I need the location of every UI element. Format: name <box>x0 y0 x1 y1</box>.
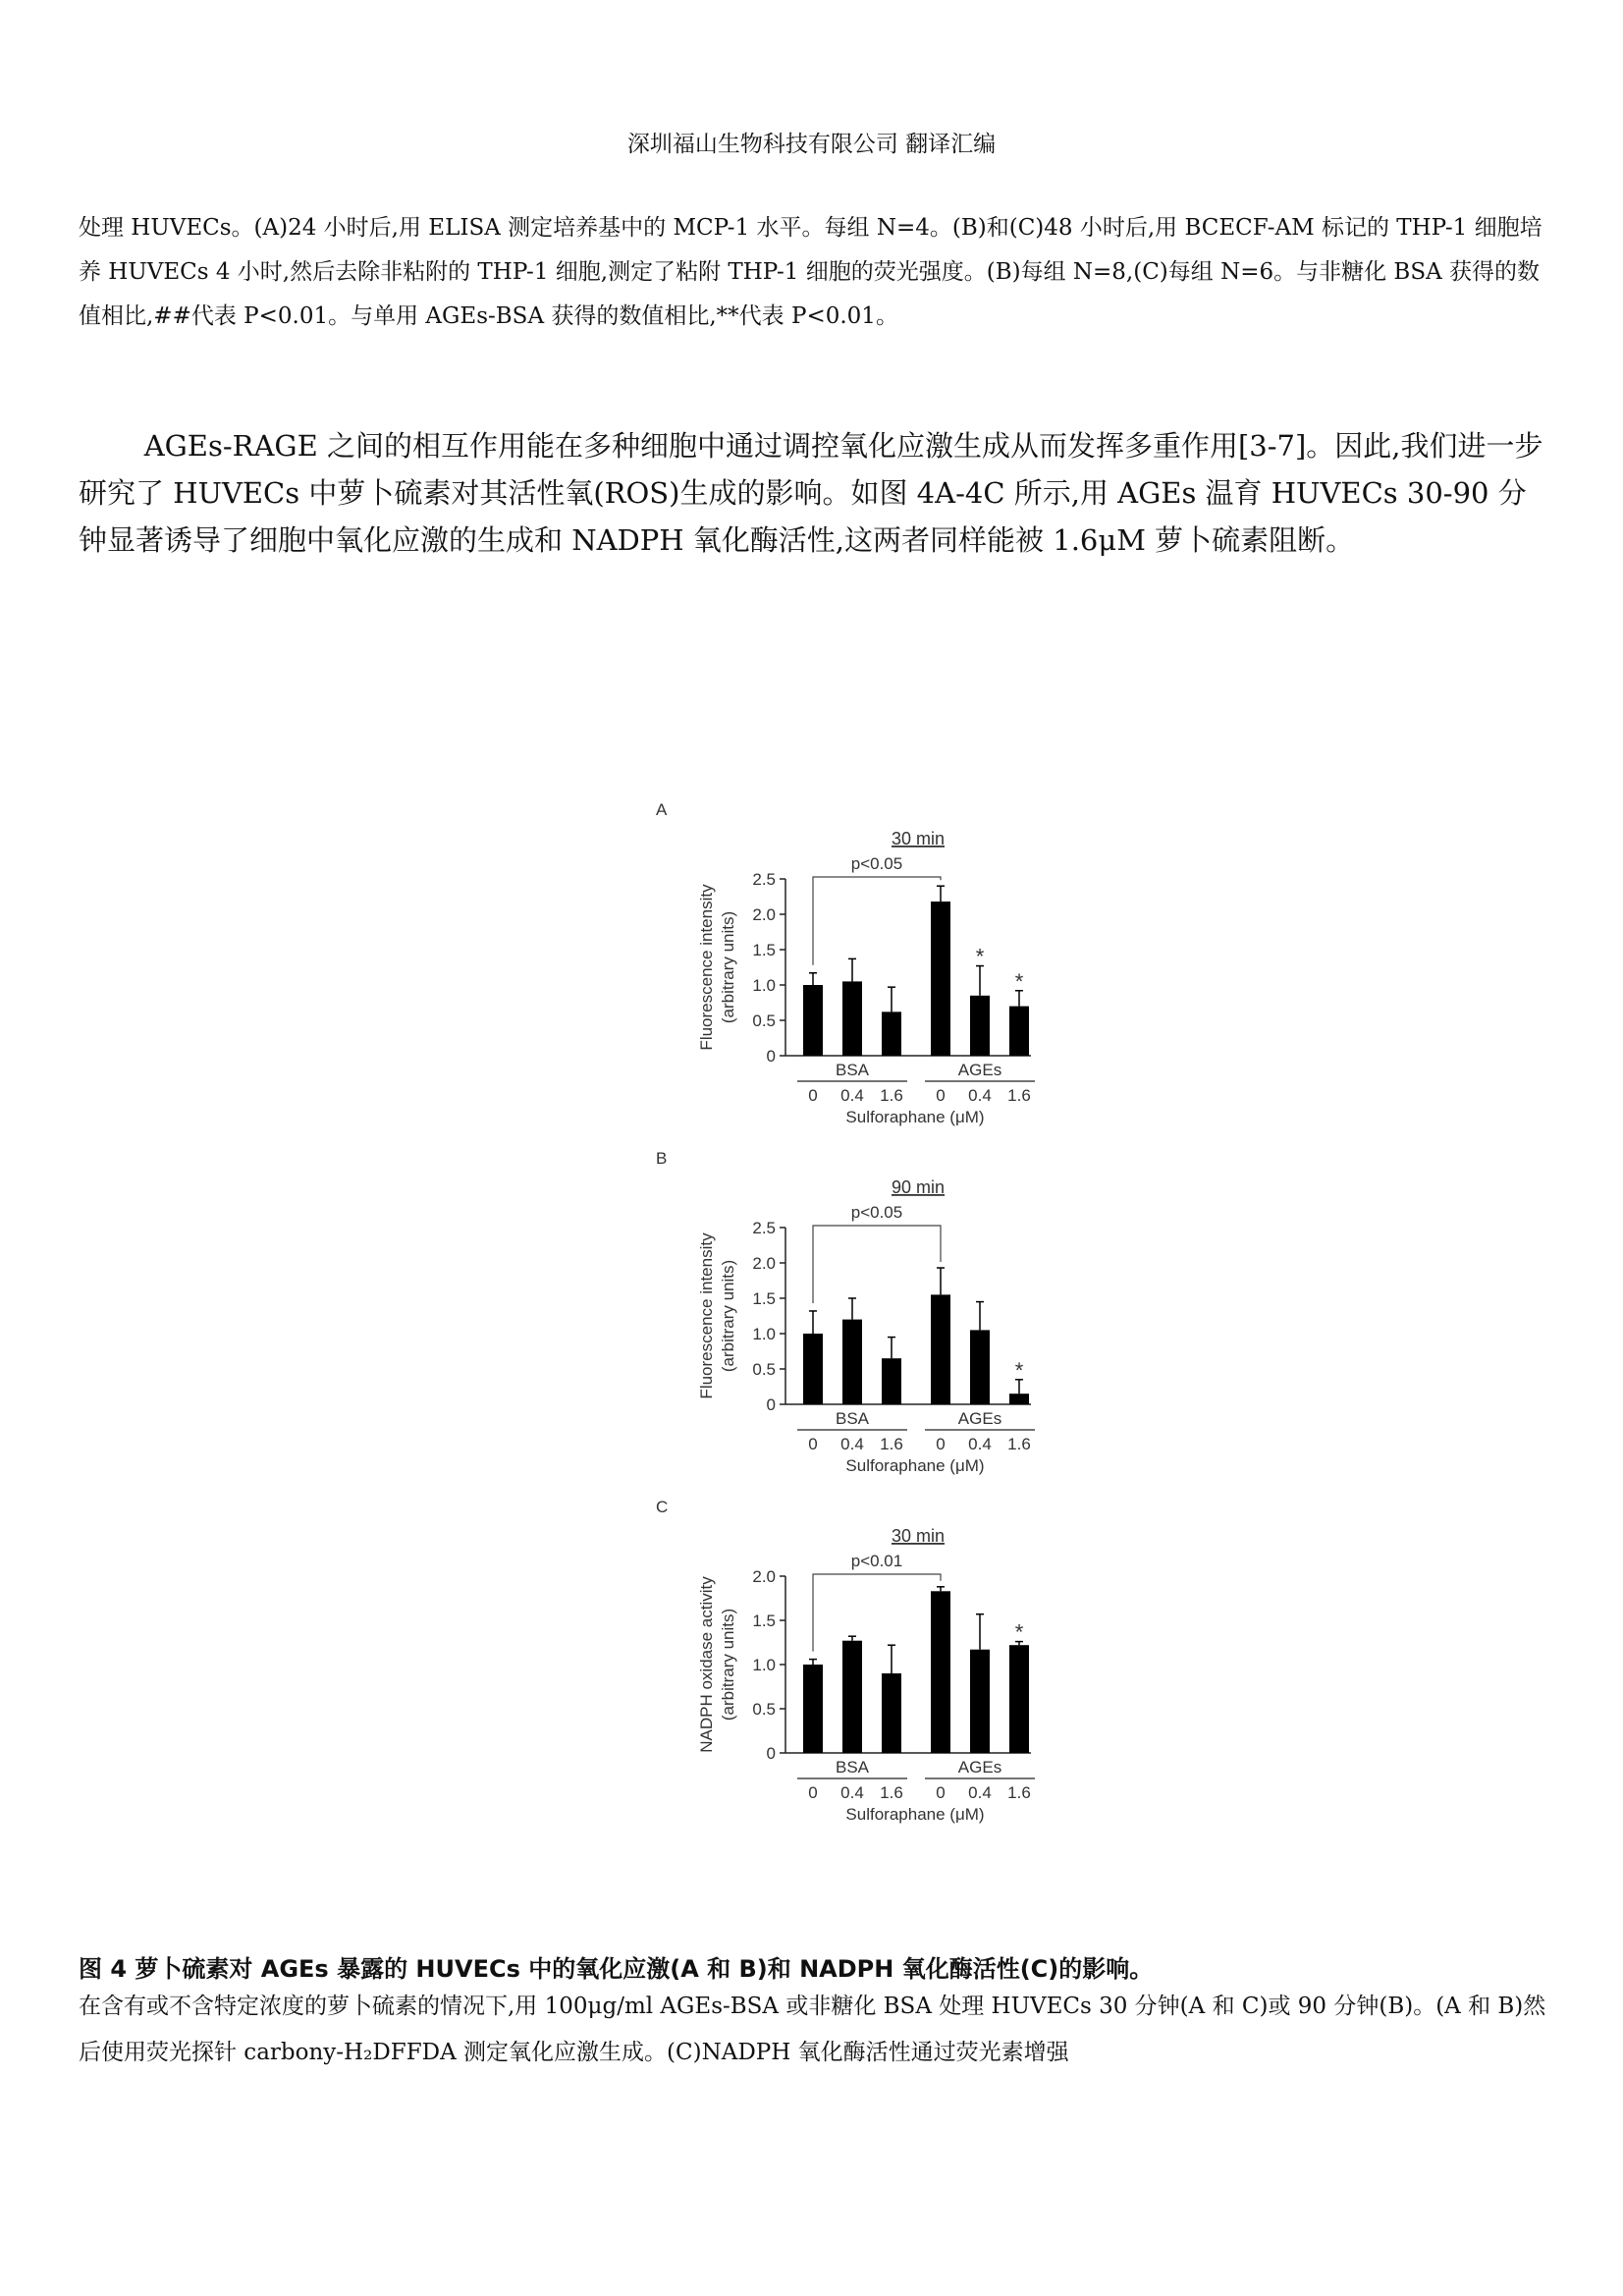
bar <box>882 1011 901 1056</box>
bar <box>1009 1394 1029 1404</box>
chart-title: 90 min <box>891 1177 946 1197</box>
x-axis-label: Sulforaphane (μM) <box>845 1805 985 1824</box>
group-label: AGEs <box>957 1758 1002 1777</box>
bar <box>931 1591 950 1753</box>
x-tick-label: 1.6 <box>1007 1086 1031 1105</box>
y-tick-label: 1.5 <box>752 1612 776 1630</box>
x-tick-label: 0 <box>808 1435 818 1453</box>
y-axis-label: Fluorescence intensity <box>697 884 716 1051</box>
bar <box>842 1641 862 1753</box>
bar <box>931 902 950 1056</box>
significance-asterisk: * <box>1014 968 1024 994</box>
x-tick-label: 0.4 <box>968 1086 992 1105</box>
bar <box>842 981 862 1056</box>
bar <box>931 1294 950 1404</box>
significance-asterisk: * <box>975 944 985 969</box>
figure-legend: 在含有或不含特定浓度的萝卜硫素的情况下,用 100μg/ml AGEs-BSA 或非糖化 BSA 处理 HUVECs 30 分钟(A 和 C)或 90 分钟(B)。(A 和 B)然后使用荧光探针 carbony-H₂DFFDA 测定氧化应激生成。(C)NADPH 氧化酶活性通过荧光素增强 <box>79 1994 1546 2065</box>
x-axis-label: Sulforaphane (μM) <box>845 1456 985 1475</box>
x-tick-label: 0.4 <box>840 1086 864 1105</box>
x-tick-label: 0.4 <box>968 1783 992 1802</box>
bar <box>1009 1645 1029 1753</box>
x-tick-label: 0.4 <box>840 1783 864 1802</box>
figure-4 <box>638 786 1051 1899</box>
y-tick-label: 2.5 <box>752 870 776 889</box>
bar <box>970 1330 990 1404</box>
y-tick-label: 1.0 <box>752 976 776 995</box>
group-label: BSA <box>835 1061 870 1079</box>
x-tick-label: 1.6 <box>1007 1435 1031 1453</box>
y-tick-label: 0.5 <box>752 1700 776 1719</box>
bar <box>882 1358 901 1404</box>
bracket-label: p<0.01 <box>850 1552 903 1570</box>
y-axis-label: Fluorescence intensity <box>697 1232 716 1399</box>
y-tick-label: 0.5 <box>752 1360 776 1379</box>
x-tick-label: 0 <box>936 1783 946 1802</box>
bar <box>1009 1007 1029 1056</box>
y-tick-label: 1.5 <box>752 941 776 959</box>
bar <box>882 1673 901 1753</box>
bar <box>970 1650 990 1753</box>
bar <box>970 996 990 1056</box>
x-tick-label: 1.6 <box>880 1086 903 1105</box>
group-label: AGEs <box>957 1061 1002 1079</box>
y-tick-label: 0.5 <box>752 1011 776 1030</box>
y-tick-label: 1.5 <box>752 1289 776 1308</box>
x-tick-label: 0.4 <box>840 1435 864 1453</box>
figure-title: 图 4 萝卜硫素对 AGEs 暴露的 HUVECs 中的氧化应激(A 和 B)和 NADPH 氧化酶活性(C)的影响。 <box>79 1955 1154 1983</box>
bar <box>803 1334 823 1404</box>
bar <box>803 1665 823 1753</box>
x-tick-label: 1.6 <box>1007 1783 1031 1802</box>
y-axis-label: NADPH oxidase activity <box>697 1576 716 1753</box>
significance-asterisk: * <box>1014 1357 1024 1383</box>
significance-bracket <box>813 1226 941 1303</box>
bracket-label: p<0.05 <box>850 854 903 873</box>
page-header: 深圳福山生物科技有限公司 翻译汇编 <box>626 132 997 157</box>
y-tick-label: 2.0 <box>752 905 776 924</box>
significance-asterisk: * <box>1014 1619 1024 1645</box>
group-label: BSA <box>835 1758 870 1777</box>
bracket-label: p<0.05 <box>850 1203 903 1222</box>
panel-letter: C <box>656 1498 669 1516</box>
panel-letter: A <box>656 800 668 819</box>
y-axis-label-units: (arbitrary units) <box>719 910 737 1024</box>
x-tick-label: 0 <box>808 1783 818 1802</box>
group-label: BSA <box>835 1409 870 1428</box>
figure-caption-continued: 处理 HUVECs。(A)24 小时后,用 ELISA 测定培养基中的 MCP-1 水平。每组 N=4。(B)和(C)48 小时后,用 BCECF-AM 标记的 THP-1 细胞培养 HUVECs 4 小时,然后去除非粘附的 THP-1 细胞,测定了粘附 THP-1 细胞的荧光强度。(B)每组 N=8,(C)每组 N=6。与非糖化 BSA 获得的数值相比,##代表 P<0.01。与单用 AGEs-BSA 获得的数值相比,**代表 P<0.01。 <box>79 215 1542 329</box>
x-tick-label: 1.6 <box>880 1435 903 1453</box>
y-tick-label: 2.0 <box>752 1254 776 1273</box>
x-tick-label: 0 <box>808 1086 818 1105</box>
chart-title: 30 min <box>891 1526 946 1546</box>
y-tick-label: 0 <box>766 1395 776 1414</box>
y-tick-label: 2.5 <box>752 1219 776 1237</box>
y-tick-label: 2.0 <box>752 1567 776 1586</box>
body-paragraph: AGEs-RAGE 之间的相互作用能在多种细胞中通过调控氧化应激生成从而发挥多重作用[3-7]。因此,我们进一步研究了 HUVECs 中萝卜硫素对其活性氧(ROS)生成的影响。如图 4A-4C 所示,用 AGEs 温育 HUVECs 30-90 分钟显著诱导了细胞中氧化应激的生成和 NADPH 氧化酶活性,这两者同样能被 1.6μM 萝卜硫素阻断。 <box>79 429 1543 557</box>
group-label: AGEs <box>957 1409 1002 1428</box>
figure-4-charts <box>638 786 1051 1895</box>
significance-bracket <box>813 1574 941 1652</box>
y-axis-label-units: (arbitrary units) <box>719 1608 737 1722</box>
y-axis-label-units: (arbitrary units) <box>719 1259 737 1373</box>
panel-letter: B <box>656 1149 668 1168</box>
x-tick-label: 1.6 <box>880 1783 903 1802</box>
x-tick-label: 0 <box>936 1086 946 1105</box>
x-tick-label: 0.4 <box>968 1435 992 1453</box>
x-tick-label: 0 <box>936 1435 946 1453</box>
y-tick-label: 1.0 <box>752 1325 776 1343</box>
bar <box>803 985 823 1056</box>
y-tick-label: 0 <box>766 1047 776 1066</box>
y-tick-label: 0 <box>766 1744 776 1763</box>
x-axis-label: Sulforaphane (μM) <box>845 1108 985 1126</box>
chart-title: 30 min <box>891 829 946 848</box>
significance-bracket <box>813 877 941 965</box>
bar <box>842 1320 862 1404</box>
y-tick-label: 1.0 <box>752 1656 776 1674</box>
